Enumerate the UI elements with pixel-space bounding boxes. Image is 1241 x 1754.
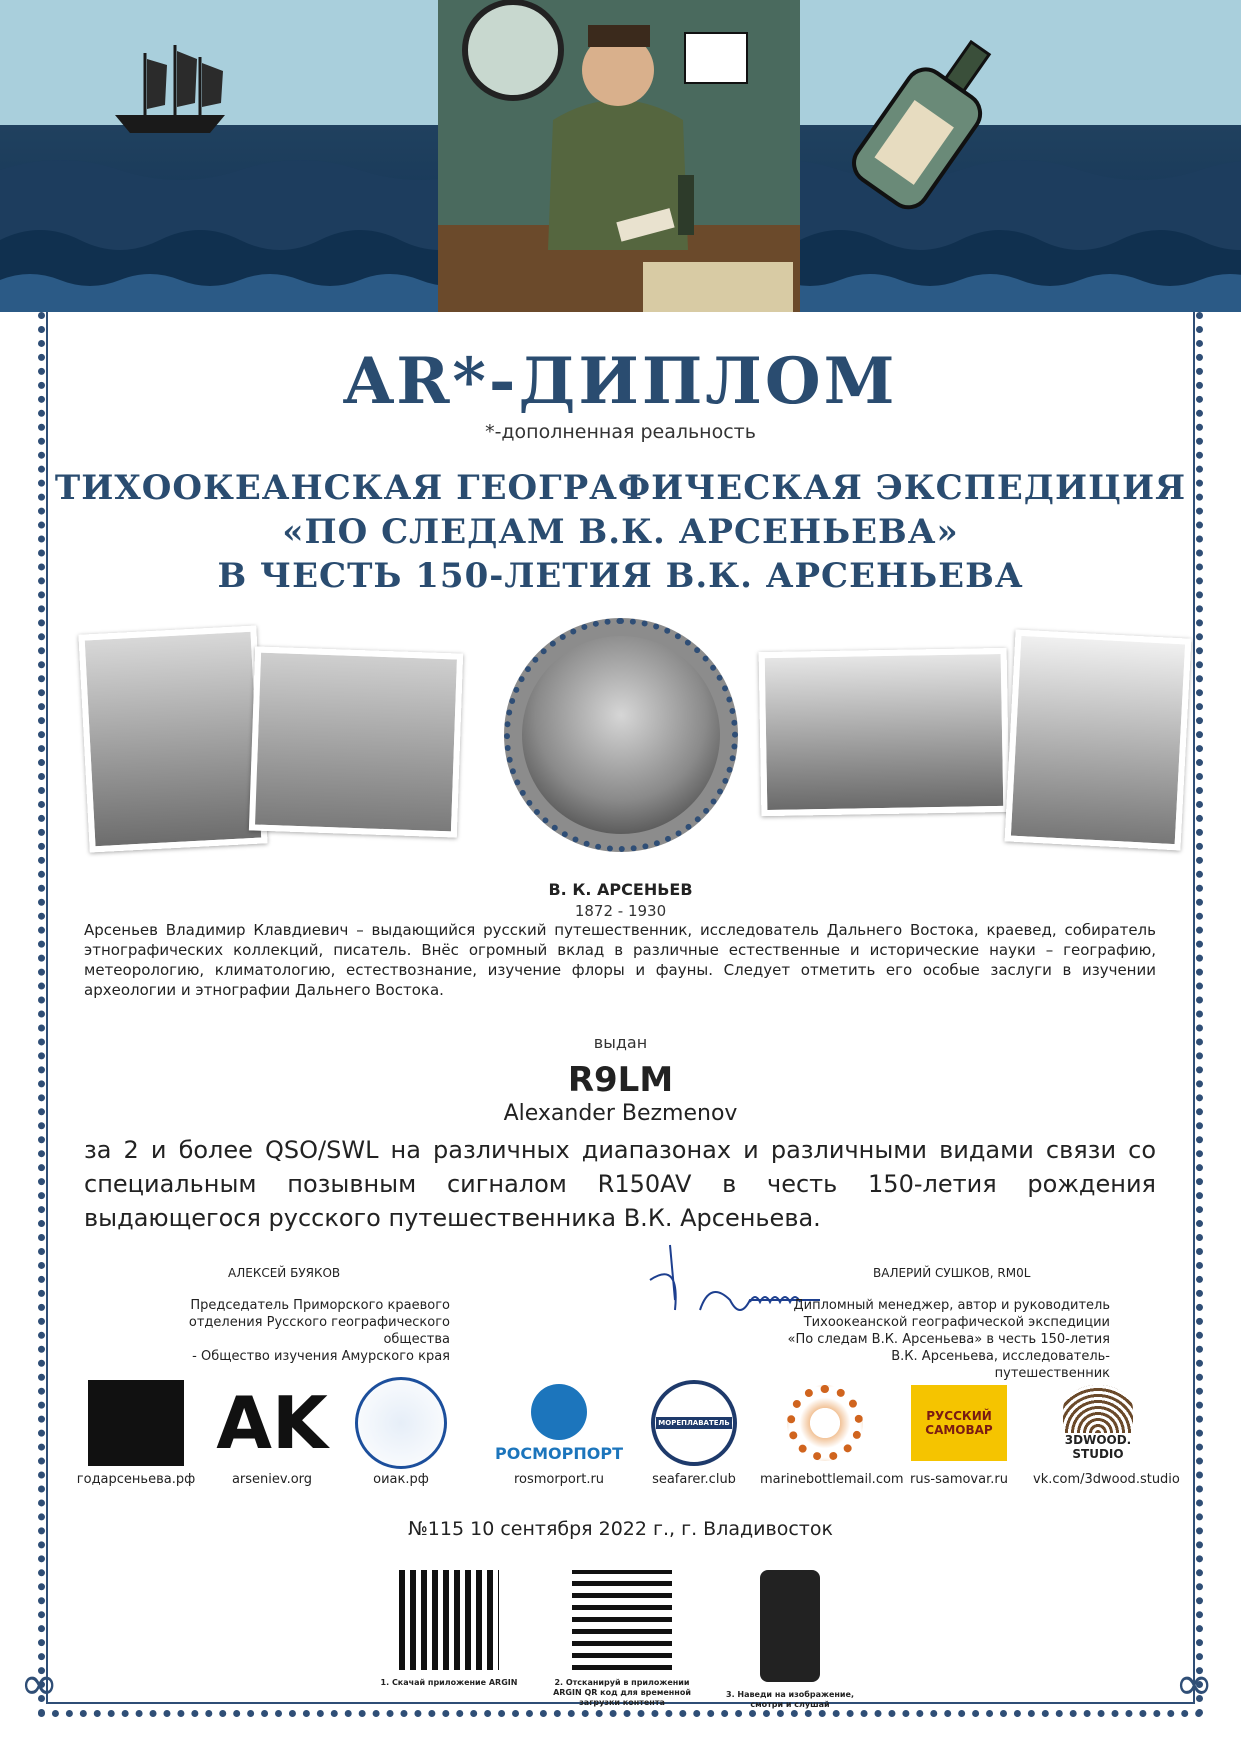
ak-logo-icon (216, 1378, 328, 1468)
bio-name: В. К. АРСЕНЬЕВ (548, 880, 693, 899)
right-role-line: Дипломный менеджер, автор и руководитель (793, 1298, 1110, 1313)
right-signatory-name: ВАЛЕРИЙ СУШКОВ, RM0L (873, 1266, 1031, 1280)
logo-oiak[interactable] (341, 1378, 461, 1487)
rosmorport-logo-text: РОСМОРПОРТ (495, 1443, 623, 1463)
rosmorport-logo-icon (495, 1378, 623, 1468)
arsenyev-portrait (504, 618, 738, 852)
message-bottle-icon (840, 40, 1040, 220)
logo-label: vk.com/3dwood.studio (1033, 1472, 1180, 1487)
diploma-title: AR*-ДИПЛОМ (343, 344, 898, 419)
3dwood-logo-icon (1048, 1378, 1148, 1468)
expedition-photo-4 (1005, 630, 1192, 851)
150-logo-icon (86, 1378, 186, 1468)
qr-caption: 3. Наведи на изображение, смотри и слушай (726, 1690, 854, 1709)
expedition-photo-3 (759, 648, 1010, 816)
right-role-line: «По следам В.К. Арсеньева» в честь 150-летия (787, 1332, 1110, 1347)
qr-code-icon (572, 1570, 672, 1670)
logo-seafarer[interactable] (634, 1378, 754, 1487)
qr-step-3 (715, 1570, 865, 1710)
3dwood-logo-text: 3DWOOD. STUDIO (1064, 1433, 1132, 1461)
expedition-photo-2 (249, 646, 463, 837)
logo-label: rus-samovar.ru (910, 1472, 1008, 1487)
portrait-photo (522, 636, 720, 834)
logo-label: seafarer.club (652, 1472, 736, 1487)
arsenyev-illustration (438, 0, 800, 312)
ak-logo-text: AK (216, 1381, 328, 1465)
left-role-line: Председатель Приморского краевого (190, 1298, 450, 1313)
expedition-title-line3: В ЧЕСТЬ 150-ЛЕТИЯ В.К. АРСЕНЬЕВА (217, 556, 1024, 596)
right-role-line: Тихоокеанской географической экспедиции (803, 1315, 1110, 1330)
issued-label: выдан (593, 1033, 648, 1052)
left-signatory-name: АЛЕКСЕЙ БУЯКОВ (228, 1266, 341, 1280)
expedition-title-line2: «ПО СЛЕДАМ В.К. АРСЕНЬЕВА» (282, 512, 959, 552)
bio-text: Арсеньев Владимир Клавдиевич – выдающийся русский путешественник, исследователь Дальнего Востока, краевед, собиратель этнографических коллекций, писатель. Внёс огромный вклад в различные естественные и исторические науки – географию, метеорологию, климатологию, естествознание, изучение флоры и фауны. Следует отметить его особые заслуги в изучении археологии и этнографии Дальнего Востока. (84, 921, 1156, 999)
award-reason: за 2 и более QSO/SWL на различных диапазонах и различными видами связи со специальным позывным сигналом R150AV в честь 150-летия рождения выдающегося русского путешественника В.К. Арсеньева. (84, 1136, 1156, 1232)
header-banner (0, 0, 1241, 312)
ship-wheel-logo-icon (775, 1378, 875, 1468)
qr-code-icon (399, 1570, 499, 1670)
logo-label: marinebottlemail.com (760, 1472, 904, 1487)
rope-knot-icon: ∞ (20, 1656, 59, 1710)
rope-knot-icon: ∞ (1175, 1656, 1214, 1710)
left-signatory-role (150, 1297, 450, 1365)
qr-caption: 2. Отсканируй в приложении ARGIN QR код для временной загрузки контента (553, 1678, 691, 1707)
qr-step-1 (374, 1570, 524, 1688)
phone-icon (760, 1570, 820, 1682)
diploma-number-date: №115 10 сентября 2022 г., г. Владивосток (408, 1518, 833, 1540)
recipient-name: Alexander Bezmenov (503, 1101, 738, 1126)
samovar-logo-text: РУССКИЙ САМОВАР (925, 1409, 993, 1437)
sailing-ship-icon (105, 45, 235, 140)
logo-godarsenyeva[interactable] (76, 1378, 196, 1487)
qr-step-2 (547, 1570, 697, 1708)
qr-caption: 1. Скачай приложение ARGIN (380, 1678, 518, 1687)
logo-3dwood[interactable] (1033, 1378, 1180, 1487)
expedition-title-line1: ТИХООКЕАНСКАЯ ГЕОГРАФИЧЕСКАЯ ЭКСПЕДИЦИЯ (54, 468, 1187, 508)
left-role-line: - Общество изучения Амурского края (192, 1349, 450, 1364)
seafarer-logo-text: МОРЕПЛАВАТЕЛЬ (658, 1419, 730, 1427)
150-logo-icon (684, 32, 748, 84)
right-role-line: В.К. Арсеньева, исследователь-путешественник (891, 1349, 1110, 1381)
logo-label: arseniev.org (231, 1472, 313, 1487)
right-signatory-role (780, 1297, 1110, 1382)
left-role-line: отделения Русского географического общества (188, 1315, 450, 1347)
logo-arseniev-org[interactable] (212, 1378, 332, 1487)
logo-rosmorport[interactable] (484, 1378, 634, 1487)
recipient-callsign: R9LM (567, 1060, 674, 1100)
logo-marinebottlemail[interactable] (760, 1378, 904, 1487)
logo-label: оиак.рф (373, 1472, 429, 1487)
logo-label: rosmorport.ru (513, 1472, 605, 1487)
samovar-logo-icon (909, 1378, 1009, 1468)
rgo-globe-logo-icon (351, 1378, 451, 1468)
logo-label: годарсеньева.рф (76, 1472, 196, 1487)
logo-rus-samovar[interactable] (899, 1378, 1019, 1487)
seafarer-logo-icon (644, 1378, 744, 1468)
bio-years: 1872 - 1930 (574, 902, 667, 920)
diploma-subtitle: *-дополненная реальность (485, 421, 756, 443)
expedition-photo-1 (78, 625, 267, 852)
